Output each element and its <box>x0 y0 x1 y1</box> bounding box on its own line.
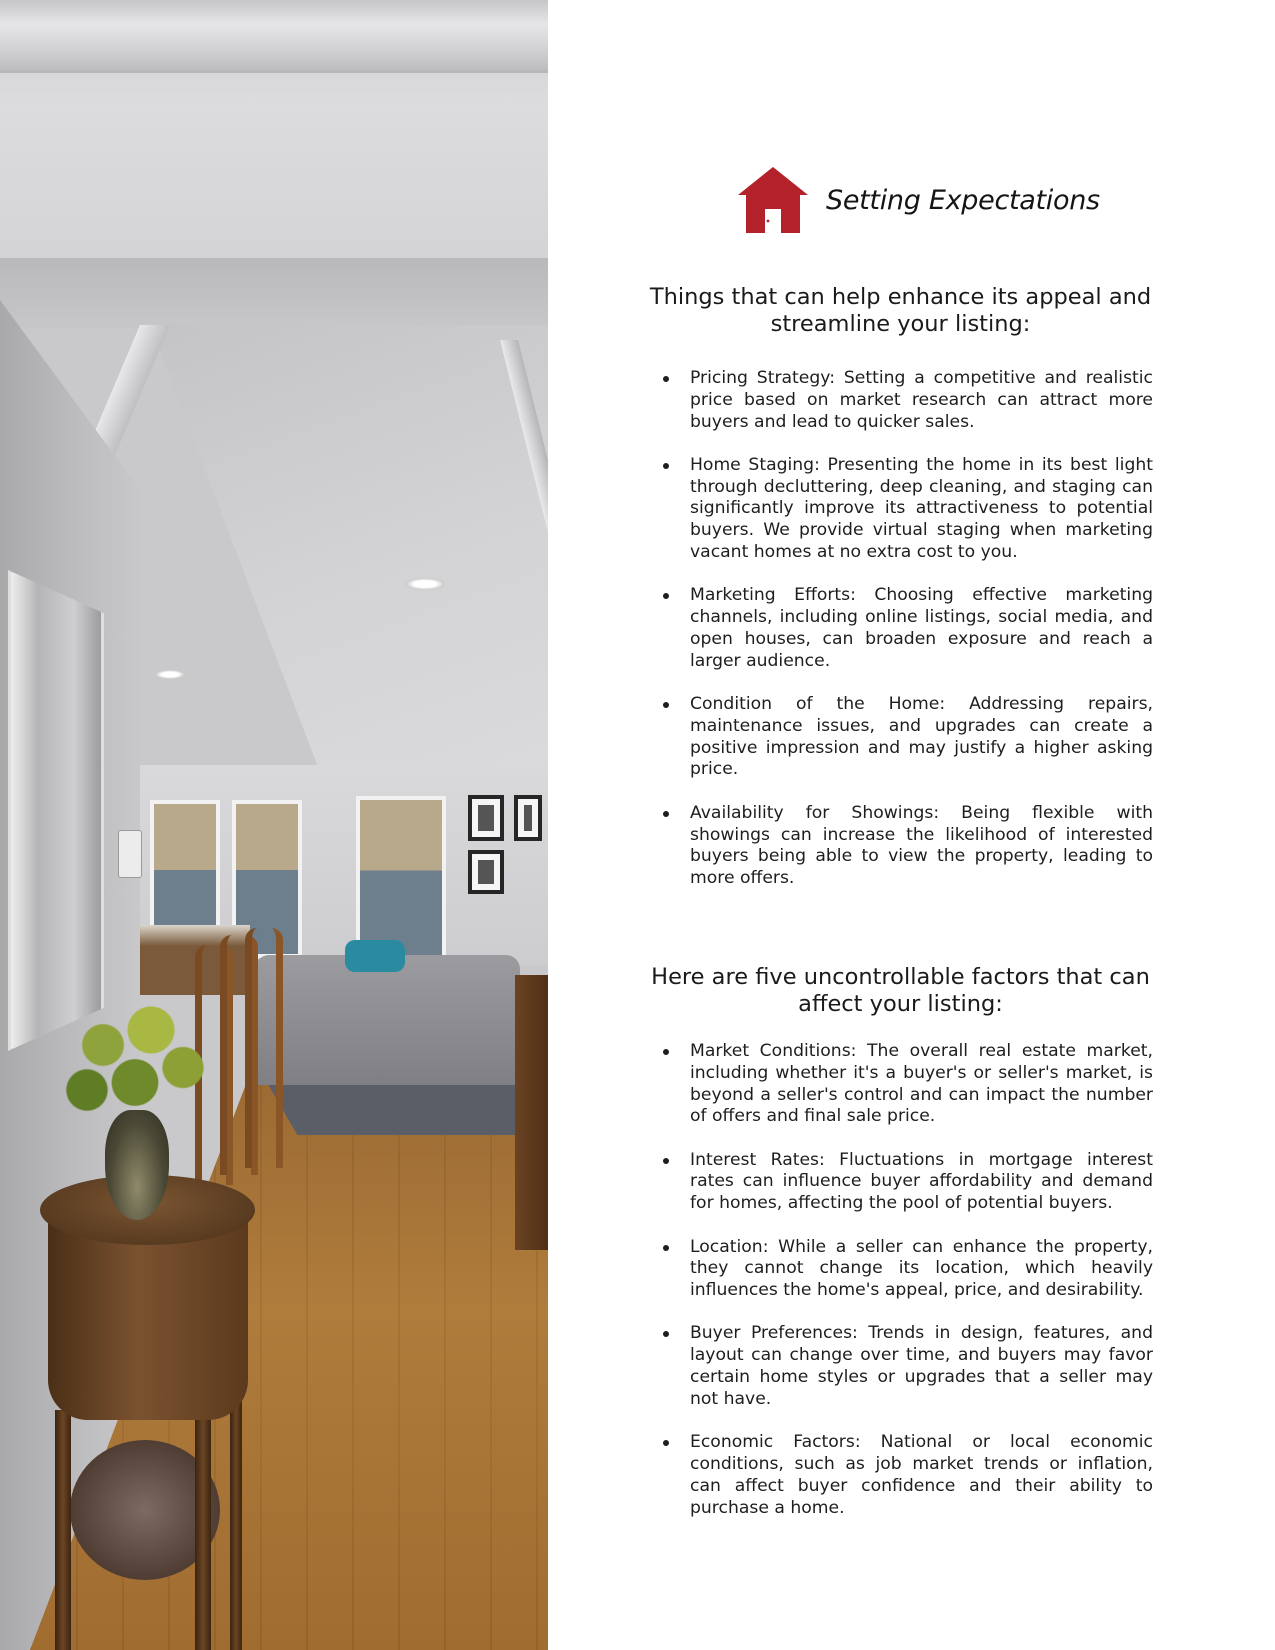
bullet-icon <box>663 1331 669 1337</box>
bar-stool <box>245 928 283 1168</box>
list-item <box>663 1323 1153 1410</box>
recessed-light <box>405 578 445 590</box>
table-leg <box>230 1400 242 1650</box>
door-knob <box>767 220 770 223</box>
bullet-icon <box>663 1049 669 1055</box>
section-heading-appeal: Things that can help enhance its appeal and streamline your listing: <box>649 284 1152 337</box>
list-item <box>663 1237 1153 1302</box>
bullet-icon <box>663 811 669 817</box>
title-row <box>738 165 1100 235</box>
appeal-factors-list <box>663 368 1153 911</box>
list-item-text: Availability for Showings: Being flexible with showings can increase the likelihood of interested buyers being able to view the property, leading to more offers. <box>690 802 1153 889</box>
list-item <box>663 1150 1153 1215</box>
sofa <box>255 955 520 1085</box>
content-column <box>548 0 1275 1650</box>
bullet-icon <box>663 1440 669 1446</box>
bullet-icon <box>663 1158 669 1164</box>
ceiling-beam <box>0 258 548 328</box>
list-item <box>663 585 1153 672</box>
bullet-icon <box>663 376 669 382</box>
plant <box>55 985 215 1135</box>
list-item <box>663 694 1153 781</box>
list-item <box>663 455 1153 564</box>
table-leg <box>195 1410 211 1650</box>
picture-frame <box>468 795 504 841</box>
list-item-text: Condition of the Home: Addressing repairs, maintenance issues, and upgrades can create a positive impression and may justify a higher asking price. <box>690 694 1153 780</box>
list-item-text: Buyer Preferences: Trends in design, features, and layout can change over time, and buyers may favor certain home styles or upgrades that a seller may not have. <box>690 1323 1153 1409</box>
crown-molding <box>0 0 548 73</box>
table-leg <box>55 1410 71 1650</box>
house-icon <box>738 167 808 233</box>
interior-photo <box>0 0 548 1650</box>
list-item-text: Market Conditions: The overall real estate market, including whether it's a buyer's or seller's market, is beyond a seller's control and can impact the number of offers and final sale price. <box>690 1041 1153 1127</box>
list-item-text: Pricing Strategy: Setting a competitive and realistic price based on market research can attract more buyers and lead to quicker sales. <box>690 368 1153 432</box>
list-item <box>663 803 1153 890</box>
list-item-text: Interest Rates: Fluctuations in mortgage interest rates can influence buyer affordability and demand for homes, affecting the pool of potential buyers. <box>690 1149 1153 1214</box>
bullet-icon <box>663 702 669 708</box>
wall-mirror <box>8 570 104 1051</box>
accent-chair <box>345 940 405 972</box>
section-heading-uncontrollable: Here are five uncontrollable factors that can affect your listing: <box>651 964 1150 1017</box>
recessed-light <box>155 670 185 679</box>
window <box>356 796 446 964</box>
picture-frame <box>468 850 504 894</box>
uncontrollable-factors-list <box>663 1041 1153 1541</box>
list-item-text: Economic Factors: National or local economic conditions, such as job market trends or inflation, can affect buyer confidence and their ability to purchase a home. <box>690 1432 1153 1518</box>
list-item-text: Location: While a seller can enhance the property, they cannot change its location, which heavily influences the home's appeal, price, and desirability. <box>690 1236 1153 1301</box>
list-item-text: Marketing Efforts: Choosing effective marketing channels, including online listings, social media, and open houses, can broaden exposure and reach a larger audience. <box>690 585 1153 671</box>
list-item <box>663 368 1153 433</box>
picture-frame <box>514 795 542 841</box>
page-title: Setting Expectations <box>826 184 1100 216</box>
list-item <box>663 1432 1153 1519</box>
bullet-icon <box>663 593 669 599</box>
hall-ceiling <box>150 325 548 765</box>
list-item <box>663 1041 1153 1128</box>
cabinet <box>515 975 548 1250</box>
bullet-icon <box>663 1245 669 1251</box>
list-item-text: Home Staging: Presenting the home in its best light through decluttering, deep cleaning, and staging can significantly improve its attractiveness to potential buyers. We provide virtual staging when marketing vacant homes at no extra cost to you. <box>690 454 1153 563</box>
thermostat <box>118 830 142 878</box>
bullet-icon <box>663 463 669 469</box>
